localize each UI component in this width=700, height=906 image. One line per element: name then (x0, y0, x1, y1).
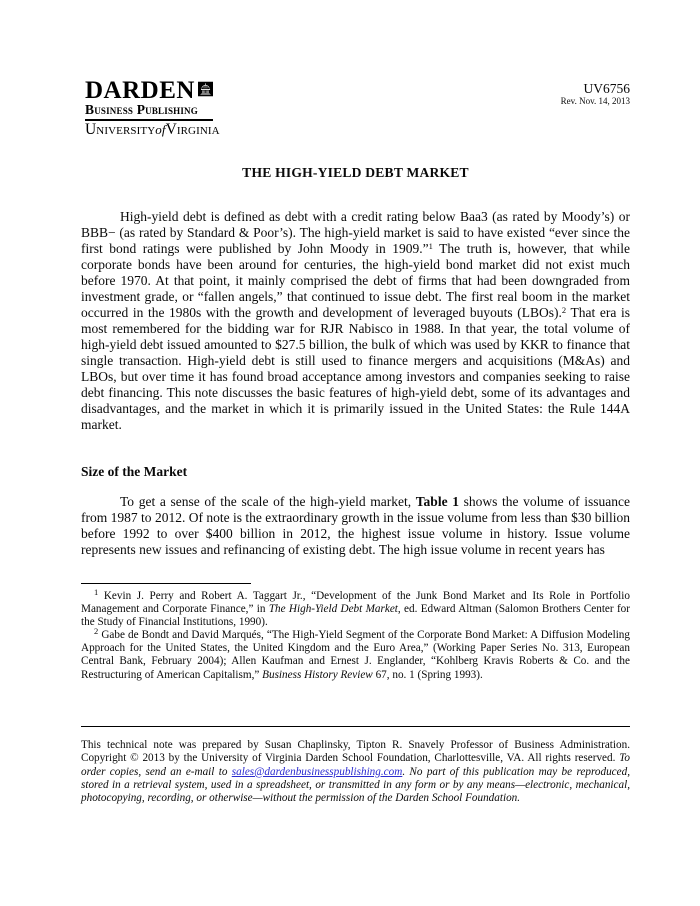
p2-run-1: To get a sense of the scale of the high-yield market, (120, 494, 416, 509)
footer-separator (81, 726, 630, 727)
footnote-2-run-2: 67, no. 1 (Spring 1993). (372, 668, 483, 681)
copyright-notice (81, 739, 630, 805)
footer-italic-2: . No part of this publication may be reproduced, stored in a retrieval system, used in a spreadsheet, or transmitted in any form or by any means—electronic, mechanical, photocopying, recording, or otherwise—without the permission of the Darden School Foundation. (81, 765, 630, 805)
email-link[interactable]: sales@dardenbusinesspublishing.com (231, 765, 403, 778)
p1-run-3: That era is most remembered for the bidding war for RJR Nabisco in 1988. In that year, the total volume of high-yield debt issued amounted to $27.5 billion, the bulk of which was used by KKR to finance that single transaction. High-yield debt is still used to finance mergers and acquisitions (M&As) and LBOs, but over time it has found broad acceptance among investors and companies seeking to raise debt financing. This note discusses the basic features of high-yield debt, some of its advantages and disadvantages, and the market in which it is primarily issued in the United States: the Rule 144A market. (81, 305, 631, 432)
footnote-1-run-1: Kevin J. Perry and Robert A. Taggart Jr., “Development of the Junk Bond Market and Its Role in Portfolio Management and Corporate Finance,” in (81, 590, 630, 616)
table-1-reference: Table 1 (415, 494, 459, 509)
doc-number: UV6756 (583, 81, 630, 96)
footer-run-1: This technical note was prepared by Susan Chaplinsky, Tipton R. Snavely Professor of Business Administration. Copyright © 2013 by the University of Virginia Darden School Foundation, Charlottesville, VA. All rights reserved. (81, 739, 630, 765)
logo-of-word: of (155, 122, 166, 137)
footnote-1-run-2: , ed. Edward Altman (Salomon Brothers Center for the Study of Financial Institutions, 1990). (81, 603, 630, 629)
footnote-1-italic-title: The High-Yield Debt Market (268, 603, 398, 616)
footnote-ref-2: 2 (561, 304, 567, 315)
footnote-2-marker: 2 (94, 626, 99, 637)
footnote-separator (81, 583, 251, 584)
footer-italic-1: To order copies, send an e-mail to (81, 752, 630, 778)
body-paragraph-2 (81, 494, 630, 558)
p1-run-2: The truth is, however, that while corporate bonds have been around for centuries, the high-yield bond market did not exist much before 1970. At that point, it mainly comprised the debt of firms that had been downgraded from investment grade, or “fallen angels,” that continued to issue debt. The first real boom in the market occurred in the 1980s with the growth and development of leveraged buyouts (LBOs). (81, 241, 631, 320)
footnote-1 (81, 586, 630, 629)
revision-date: Rev. Nov. 14, 2013 (560, 96, 630, 106)
footnote-1-marker: 1 (94, 586, 99, 597)
logo-business-publishing: Business Publishing (85, 102, 198, 117)
footnotes (81, 586, 630, 682)
logo-university-word: University (85, 121, 156, 138)
p1-run-1: High-yield debt is defined as debt with a credit rating below Baa3 (as rated by Moody’s) or BBB− (as rated by Standard & Poor’s). The high-yield market is said to have existed “ever since the first bond ratings were published by John Moody in 1909.” (81, 209, 630, 256)
footnote-2-italic-title: Business History Review (262, 668, 373, 681)
page-title: THE HIGH-YIELD DEBT MARKET (242, 165, 469, 180)
footnote-ref-1: 1 (428, 240, 433, 251)
header-right (81, 82, 630, 107)
section-heading: Size of the Market (81, 464, 188, 479)
body-paragraph-1 (81, 209, 630, 433)
logo-wordmark: DARDEN (85, 77, 195, 104)
footnote-2-run-1: Gabe de Bondt and David Marqués, “The High-Yield Segment of the Corporate Bond Market: A Diffusion Modeling Approach for the United States, the United Kingdom and the Euro Area,” (Working Paper Series No. 313, European Central Bank, February 2004); Allen Kaufman and Ernest J. Englander, “Kohlberg Kravis Roberts & Co. and the Restructuring of American Capitalism,” (81, 629, 630, 681)
logo-virginia-word: Virginia (165, 121, 220, 138)
footnote-2 (81, 626, 630, 681)
p2-run-2: shows the volume of issuance from 1987 to 2012. Of note is the extraordinary growth in the issue volume from less than $30 billion before 1992 to over $400 billion in 2012, the highest issue volume in history. Issue volume represents new issues and refinancing of existing debt. The high issue volume in recent years has (81, 494, 630, 557)
logo-university-of-virginia (85, 121, 220, 138)
